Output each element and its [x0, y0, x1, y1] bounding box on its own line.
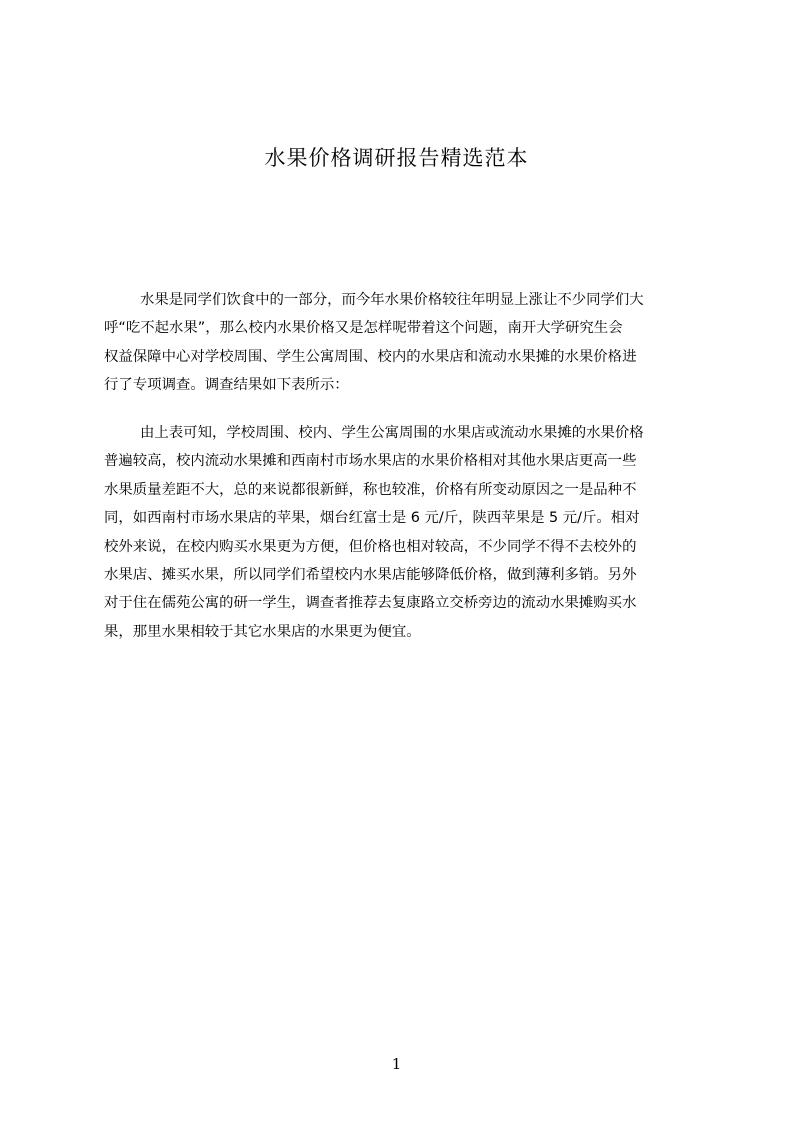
paragraph-findings — [104, 419, 700, 646]
paragraph-line: 水果质量差距不大，总的来说都很新鲜，称也较准，价格有所变动原因之一是品种不 — [104, 481, 637, 498]
paragraph-line: 水果是同学们饮食中的一部分，而今年水果价格较往年明显上涨让不少同学们大 — [140, 292, 644, 308]
paragraph-line: 呼“吃不起水果”，那么校内水果价格又是怎样呢带着这个问题，南开大学研究生会 — [104, 320, 623, 337]
paragraph-intro — [104, 286, 700, 400]
paragraph-line: 果，那里水果相较于其它水果店的水果更为便宜。 — [104, 623, 421, 640]
paragraph-line: 水果店、摊买水果，所以同学们希望校内水果店能够降低价格，做到薄利多销。另外 — [104, 566, 637, 583]
paragraph-line: 普遍较高，校内流动水果摊和西南村市场水果店的水果价格相对其他水果店更高一些 — [104, 453, 637, 470]
paragraph-line: 校外来说，在校内购买水果更为方便，但价格也相对较高，不少同学不得不去校外的 — [104, 538, 637, 555]
paragraph-line: 同，如西南村市场水果店的苹果，烟台红富士是 6 元/斤，陕西苹果是 5 元/斤。相对 — [104, 510, 640, 527]
page-number: 1 — [391, 1055, 402, 1073]
document-title: 水果价格调研报告精选范本 — [264, 146, 529, 170]
paragraph-line: 对于住在儒苑公寓的研一学生，调查者推荐去复康路立交桥旁边的流动水果摊购买水 — [104, 595, 637, 612]
paragraph-line: 行了专项调查。调查结果如下表所示： — [104, 377, 349, 394]
paragraph-line: 权益保障中心对学校周围、学生公寓周围、校内的水果店和流动水果摊的水果价格进 — [104, 348, 637, 365]
paragraph-line: 由上表可知，学校周围、校内、学生公寓周围的水果店或流动水果摊的水果价格 — [140, 425, 644, 441]
